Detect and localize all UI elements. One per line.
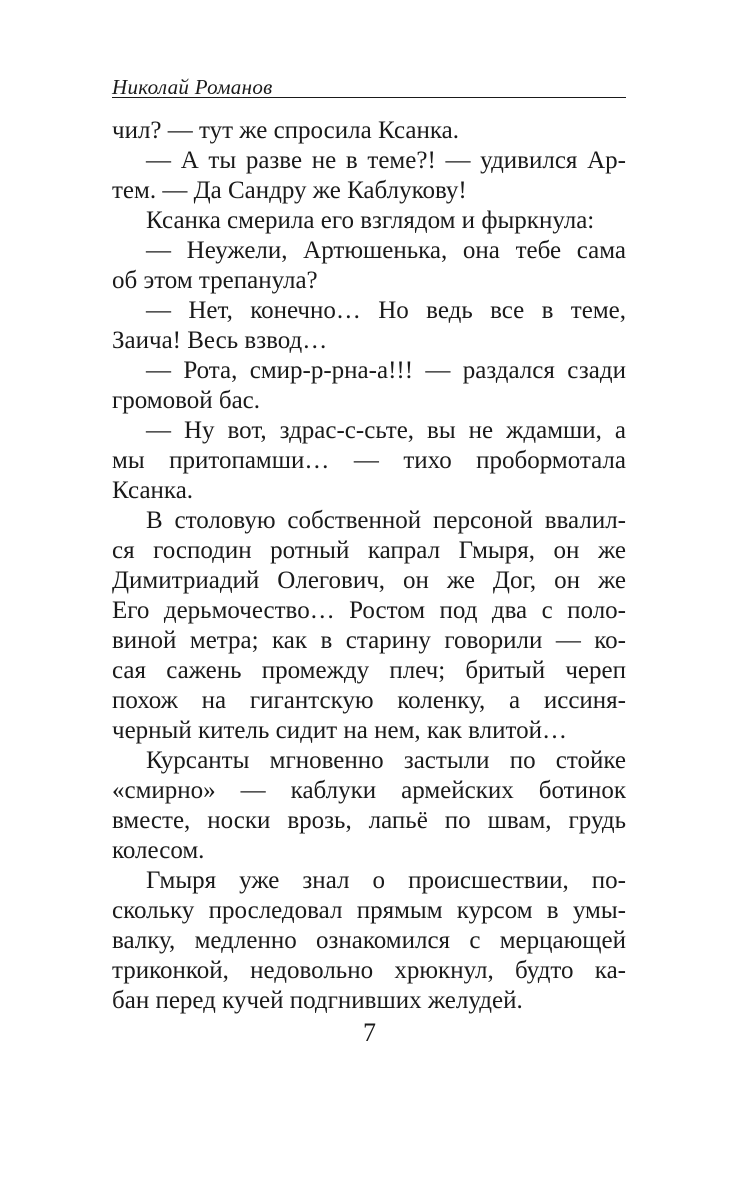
- text-line: — Неужели, Артюшенька, она тебе сама: [146, 237, 626, 264]
- text-line: скольку проследовал прямым курсом в умы-: [112, 897, 626, 924]
- text-line: В столовую собственной персоной ввалил-: [146, 507, 626, 534]
- page-number: 7: [363, 1018, 376, 1047]
- text-line: громовой бас.: [112, 387, 261, 414]
- header-rule: [112, 97, 626, 98]
- header-author: Николай Романов: [112, 75, 273, 99]
- text-line: Заича! Весь взвод…: [112, 327, 328, 354]
- running-header: [112, 74, 626, 100]
- text-line: «смирно» — каблуки армейских ботинок: [112, 777, 626, 804]
- text-line: валку, медленно ознакомился с мерцающей: [112, 927, 626, 954]
- text-line: Ксанка смерила его взглядом и фыркнула:: [146, 207, 595, 234]
- text-line: триконкой, недовольно хрюкнул, будто ка-: [112, 957, 626, 984]
- text-line: мы притопамши… — тихо пробормотала: [112, 447, 626, 474]
- text-line: вместе, носки врозь, лапьё по швам, грудь: [112, 807, 626, 834]
- text-line: — А ты разве не в теме?! — удивился Ар-: [146, 147, 626, 174]
- text-line: бан перед кучей подгнивших желудей.: [112, 987, 523, 1014]
- text-line: — Ну вот, здрас-с-сьте, вы не ждамши, а: [146, 417, 626, 444]
- text-line: колесом.: [112, 837, 205, 864]
- text-line: черный китель сидит на нем, как влитой…: [112, 717, 567, 744]
- text-line: тем. — Да Сандру же Каблукову!: [112, 177, 467, 204]
- text-line: чил? — тут же спросила Ксанка.: [112, 117, 460, 144]
- text-line: — Нет, конечно… Но ведь все в теме,: [146, 297, 626, 324]
- text-line: похож на гигантскую коленку, а иссиня-: [112, 687, 626, 714]
- text-line: Димитриадий Олегович, он же Дог, он же: [112, 567, 626, 594]
- text-line: об этом трепанула?: [112, 267, 318, 294]
- text-line: Его дерьмочество… Ростом под два с поло-: [112, 597, 626, 624]
- text-line: сая сажень промежду плеч; бритый череп: [112, 657, 626, 684]
- text-line: Курсанты мгновенно застыли по стойке: [146, 747, 626, 774]
- text-line: — Рота, смир-р-рна-а!!! — раздался сзади: [146, 357, 626, 384]
- text-line: ся господин ротный капрал Гмыря, он же: [112, 537, 626, 564]
- text-line: Гмыря уже знал о происшествии, по-: [146, 867, 626, 894]
- text-line: виной метра; как в старину говорили — ко-: [112, 627, 626, 654]
- text-line: Ксанка.: [112, 477, 194, 504]
- body-text: [112, 116, 626, 1016]
